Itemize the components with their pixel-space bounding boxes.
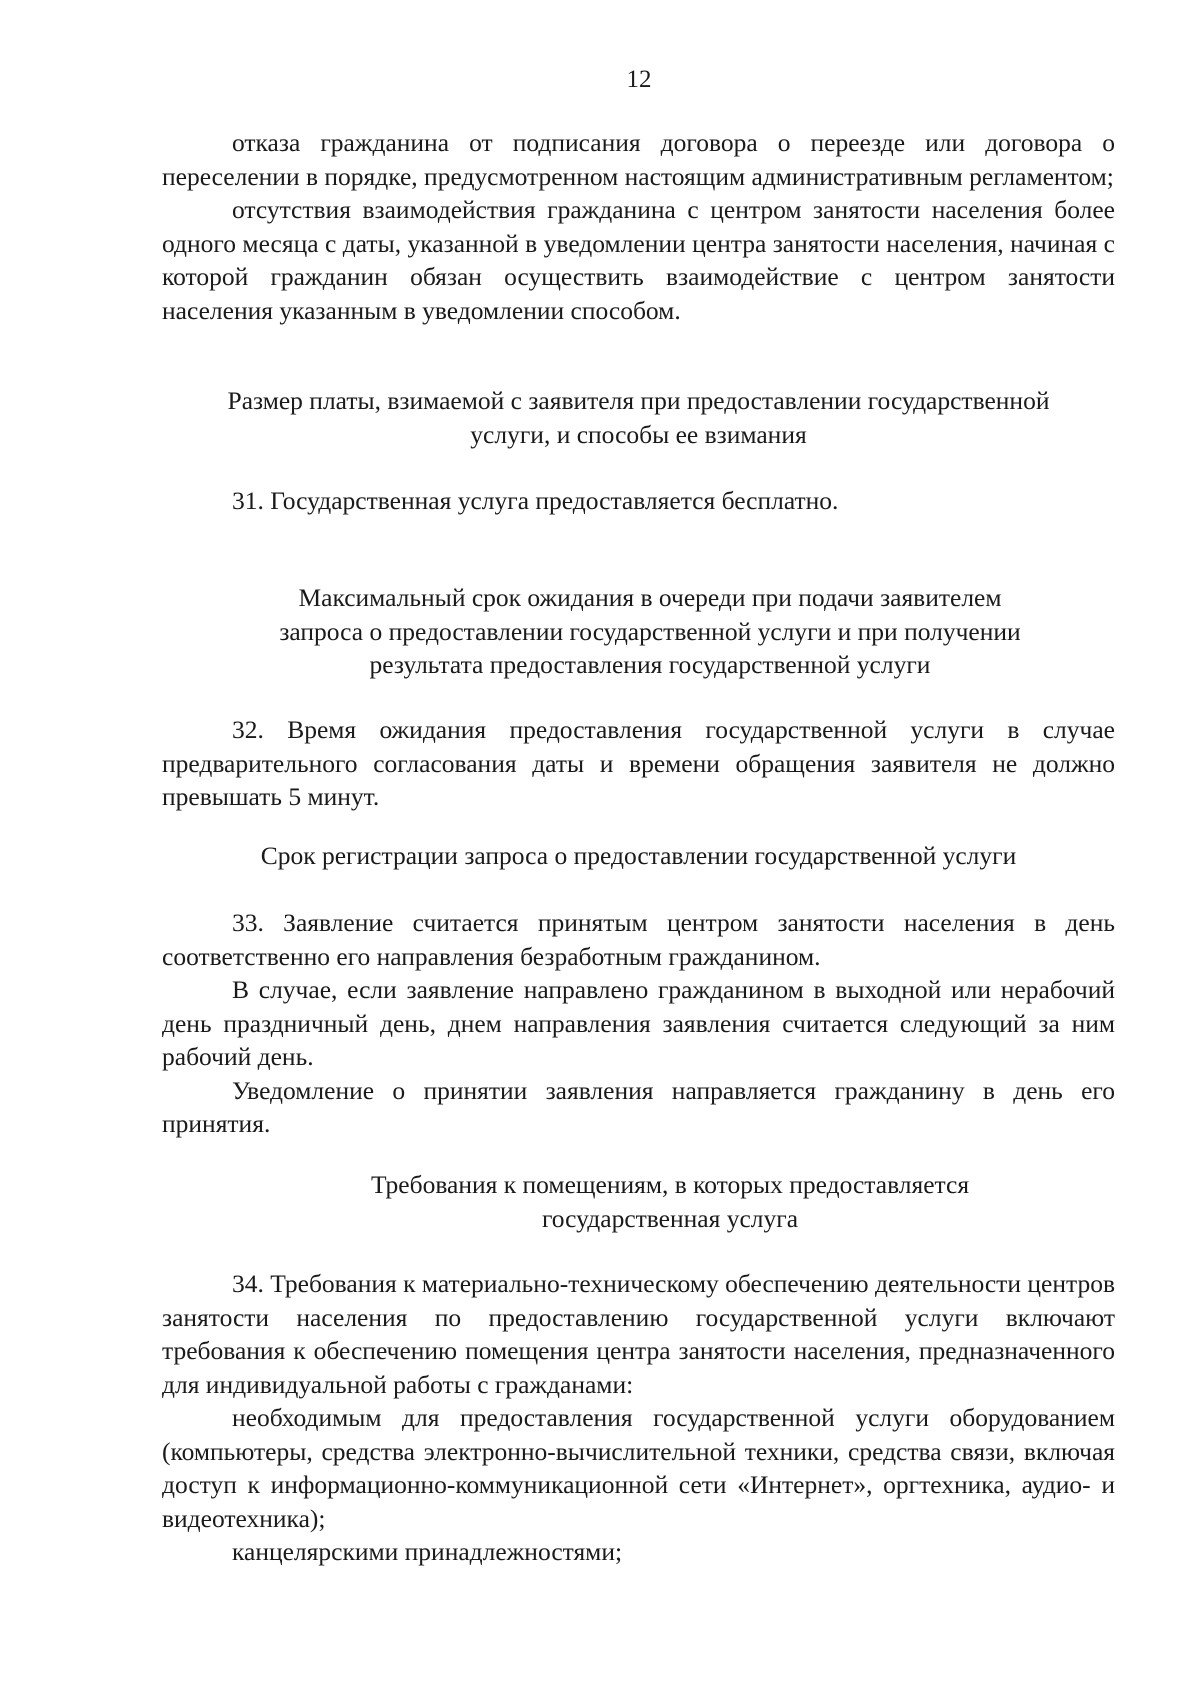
heading-line: результата предоставления государственной услуги (369, 650, 931, 679)
heading-line: Требования к помещениям, в которых предоставляется (370, 1170, 970, 1199)
heading-line: государственная услуга (541, 1203, 799, 1233)
paragraph: 32. Время ожидания предоставления государственной услуги в случае предварительного согласования даты и времени обращения заявителя не должно превышать 5 минут. (162, 715, 1115, 811)
section-heading-registration (162, 839, 1115, 873)
paragraph: 33. Заявление считается принятым центром занятости населения в день соответственно его направления безработным гражданином. (162, 908, 1115, 971)
heading-line: Максимальный срок ожидания в очереди при подачи заявителем (298, 583, 1002, 612)
text-block-3 (162, 713, 1115, 814)
paragraph: 34. Требования к материально-техническому обеспечению деятельности центров занятости населения по предоставлению государственной услуги включают требования к обеспечению помещения центра занятости населения, предназначенного для индивидуальной работы с гражданами: (162, 1269, 1115, 1399)
paragraph: Уведомление о принятии заявления направляется гражданину в день его принятия. (162, 1075, 1115, 1138)
heading-line: услуги, и способы ее взимания (470, 419, 807, 449)
paragraph: отказа гражданина от подписания договора о переезде или договора о переселении в порядке, предусмотренном настоящим административным регламентом; (162, 128, 1115, 191)
heading-line: Размер платы, взимаемой с заявителя при предоставлении государственной (227, 386, 1050, 415)
paragraph: отсутствия взаимодействия гражданина с центром занятости населения более одного месяца с даты, указанной в уведомлении центра занятости населения, начиная с которой гражданин обязан осуществить взаимодействие с центром занятости населения указанным в уведомлении способом. (162, 195, 1115, 325)
text-block-2 (162, 484, 1115, 518)
paragraph: 31. Государственная услуга предоставляется бесплатно. (232, 486, 839, 515)
paragraph: необходимым для предоставления государственной услуги оборудованием (компьютеры, средства электронно-вычислительной техники, средства связи, включая доступ к информационно-коммуникационной сети «Интернет», оргтехника, аудио- и видеотехника); (162, 1403, 1115, 1533)
paragraph: канцелярскими принадлежностями; (232, 1537, 623, 1566)
heading-line: Срок регистрации запроса о предоставлении государственной услуги (260, 841, 1017, 870)
section-heading-fee (162, 384, 1115, 451)
paragraph: В случае, если заявление направлено гражданином в выходной или нерабочий день праздничный день, днем направления заявления считается следующий за ним рабочий день. (162, 975, 1115, 1071)
heading-line: запроса о предоставлении государственной услуги и при получении (279, 616, 1021, 646)
text-block-5 (162, 1267, 1115, 1569)
section-heading-premises (280, 1168, 1060, 1235)
text-block-4 (162, 906, 1115, 1141)
text-block-1 (162, 126, 1115, 327)
page-number: 12 (626, 66, 652, 93)
section-heading-waiting-time (200, 581, 1100, 682)
